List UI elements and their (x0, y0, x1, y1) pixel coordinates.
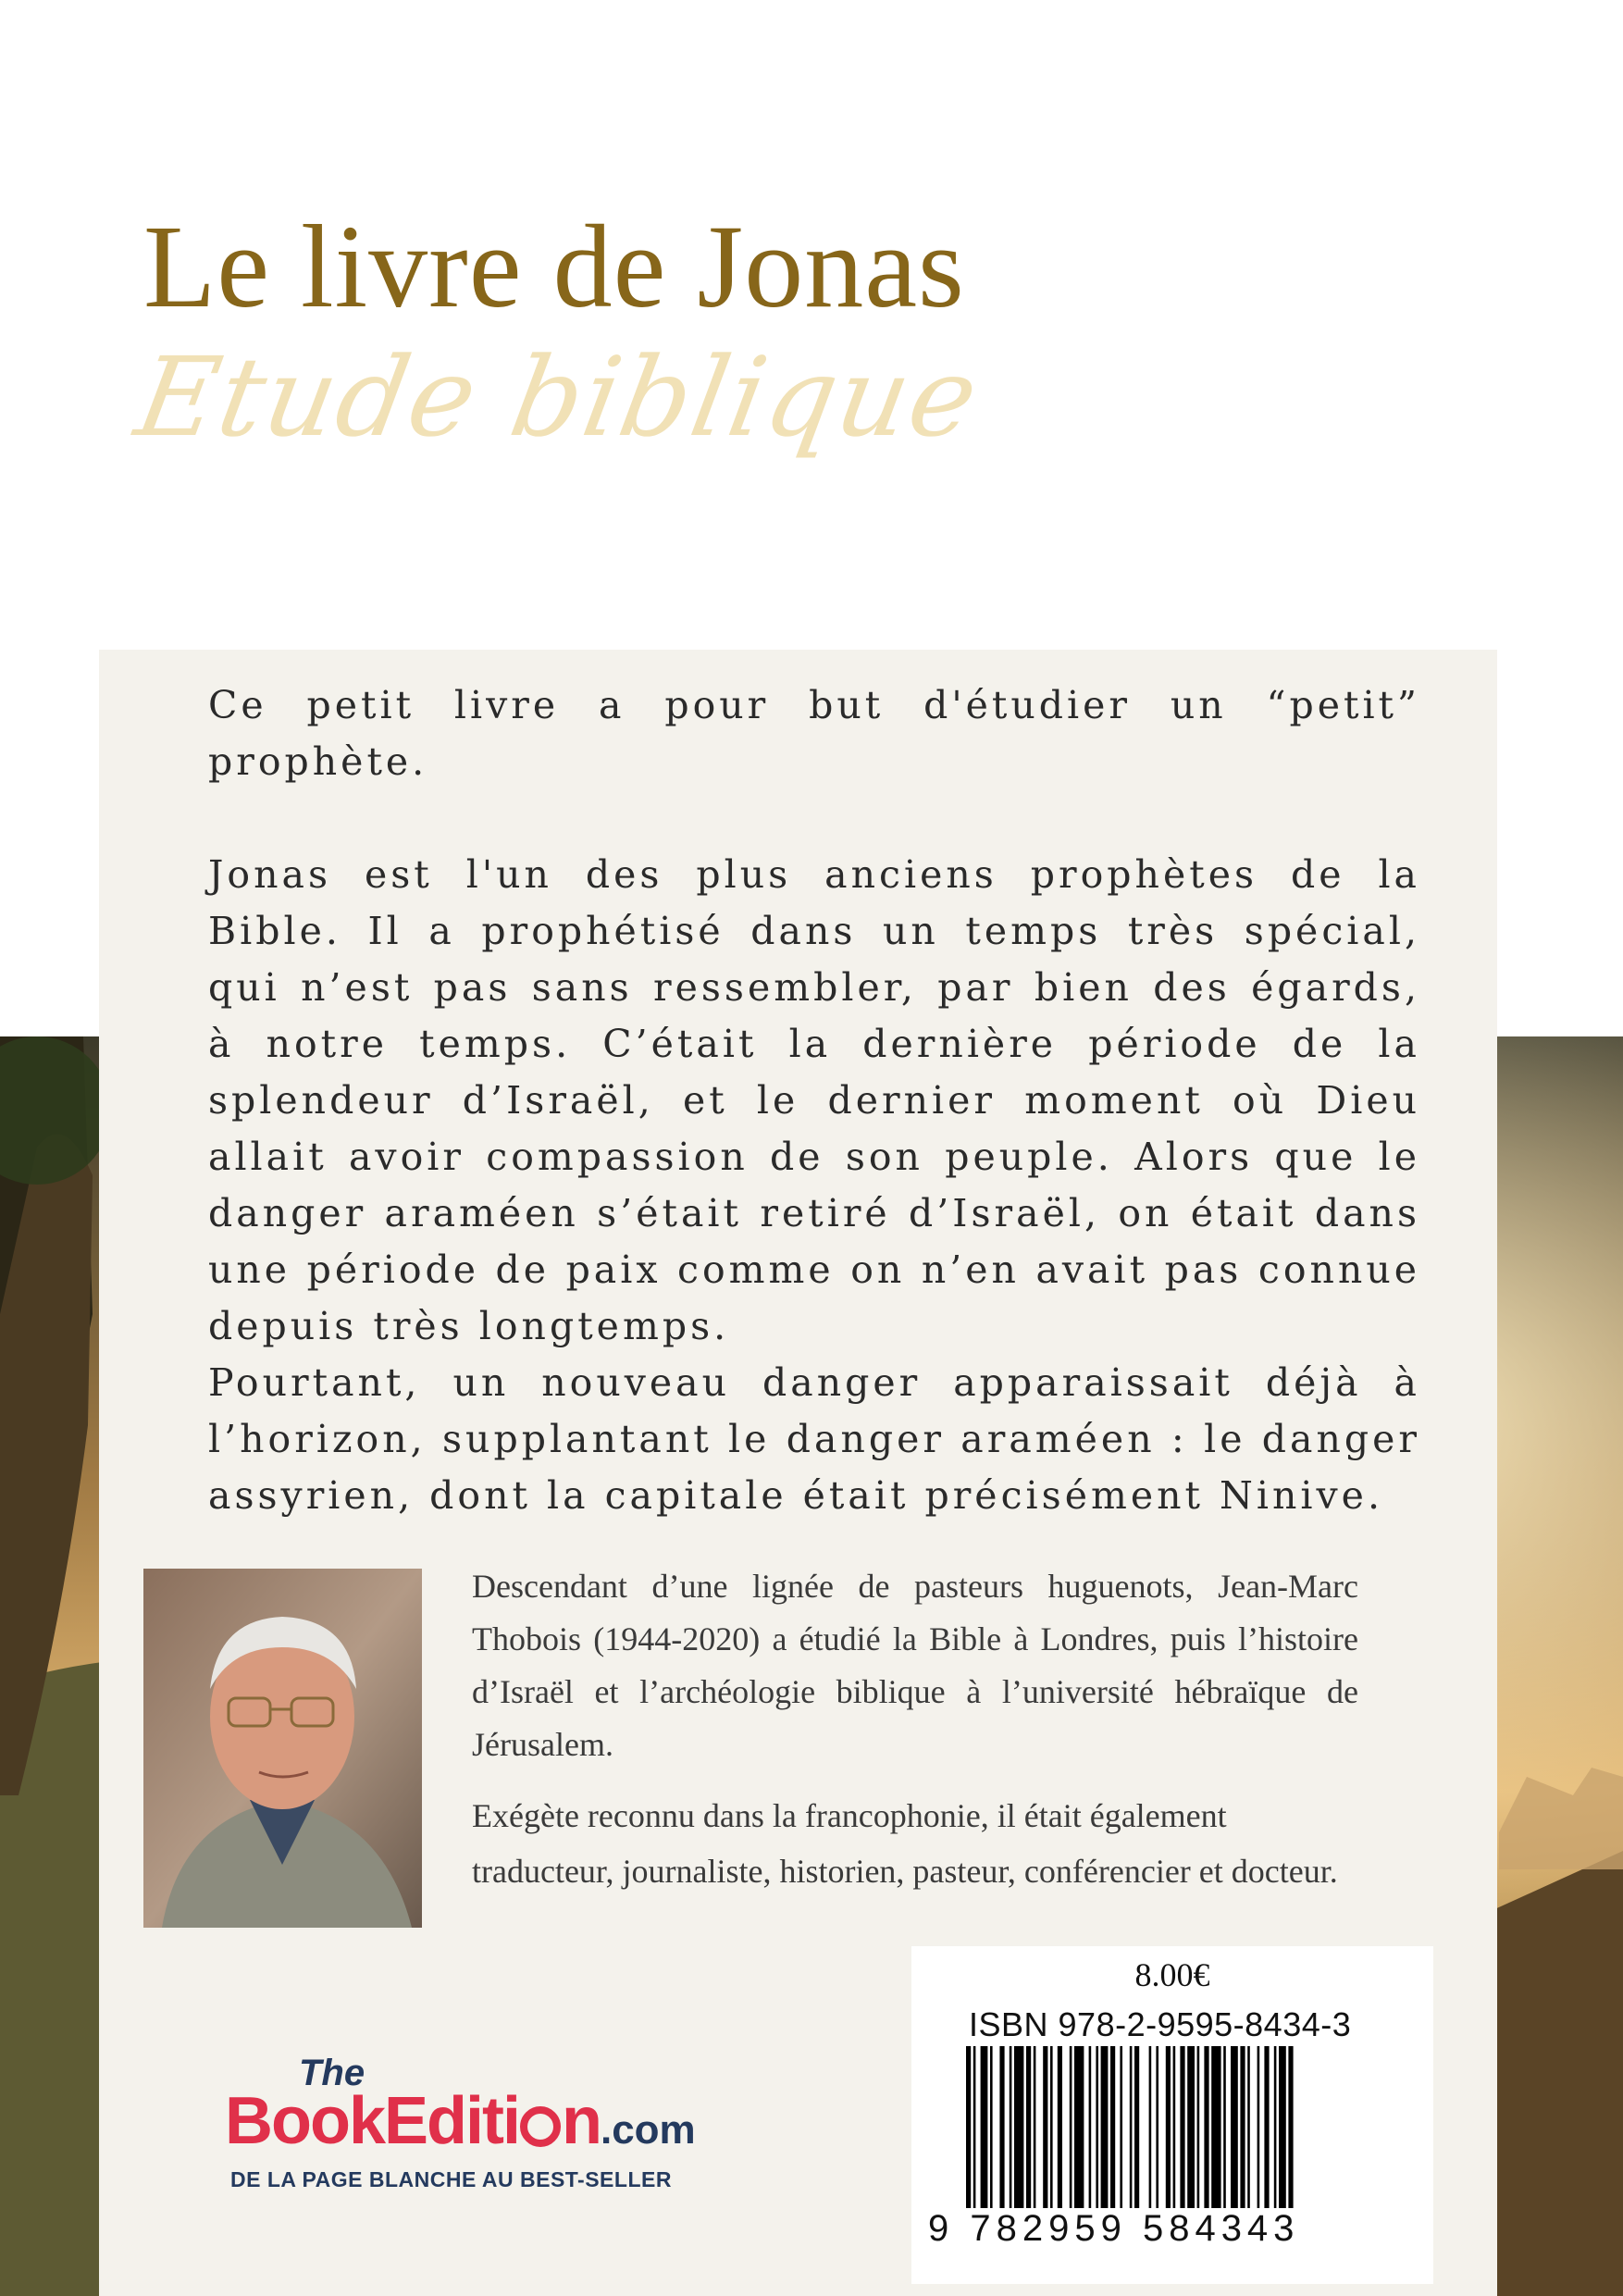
barcode-bar (1010, 2046, 1012, 2208)
barcode-bar (1120, 2046, 1122, 2208)
barcode-bar (1130, 2046, 1133, 2208)
barcode-bar (1096, 2046, 1098, 2208)
author-bio-paragraph-2: Exégète reconnu dans la francophonie, il était également traducteur, journaliste, historien, pasteur, conférencier et docteur. (472, 1797, 1338, 1890)
publisher-logo (225, 2054, 817, 2203)
barcode-bar (1240, 2046, 1245, 2208)
author-photo (143, 1569, 422, 1928)
barcode-bar (1070, 2046, 1072, 2208)
barcode-bar (1258, 2046, 1260, 2208)
author-bio (472, 1560, 1358, 1916)
barcode-bar (1274, 2046, 1277, 2208)
book-blurb (208, 677, 1420, 1524)
barcode-bar (1026, 2046, 1031, 2208)
ean-barcode (962, 2046, 1388, 2208)
barcode-bar (1204, 2046, 1208, 2208)
barcode-bar (1288, 2046, 1293, 2208)
barcode-bar (1231, 2046, 1238, 2208)
barcode-bar (1173, 2046, 1176, 2208)
barcode-bar (966, 2046, 971, 2208)
barcode-bar (1187, 2046, 1195, 2208)
barcode-bar (1180, 2046, 1184, 2208)
price: 8.00€ (1134, 1956, 1210, 1993)
logo-name-part-1: BookEditi (225, 2084, 519, 2158)
barcode-bar (1034, 2046, 1036, 2208)
barcode-bar (1089, 2046, 1092, 2208)
blurb-paragraph-1: Jonas est l'un des plus anciens prophètes de la Bible. Il a prophétisé dans un temps très spécial, qui n’est pas sans ressembler, par bien des égards, à notre temps. C’était la dernière période de la splendeur d’Israël, et le dernier moment où Dieu allait avoir compassion de son peuple. Alors que le danger araméen s’était retiré d’Israël, on était dans une période de paix comme on n’en avait pas connue depuis très longtemps. (208, 852, 1420, 1348)
barcode-bar (973, 2046, 976, 2208)
barcode-bar (1074, 2046, 1084, 2208)
barcode-bar (1043, 2046, 1047, 2208)
barcode-bar (981, 2046, 988, 2208)
barcode-bar (1223, 2046, 1226, 2208)
logo-domain: .com (600, 2107, 696, 2153)
barcode-bar (1050, 2046, 1053, 2208)
barcode-bar (1014, 2046, 1023, 2208)
isbn-label: ISBN 978-2-9595-8434-3 (969, 2005, 1352, 2043)
barcode-bar (1149, 2046, 1152, 2208)
barcode-bar (1211, 2046, 1220, 2208)
barcode-bar (1134, 2046, 1139, 2208)
barcode-bar (1101, 2046, 1109, 2208)
book-title: Le livre de Jonas (143, 201, 965, 332)
barcode-bar (1058, 2046, 1062, 2208)
logo-the-text: The (299, 2053, 365, 2093)
barcode-bar (1156, 2046, 1158, 2208)
barcode-bar (1279, 2046, 1286, 2208)
logo-name (225, 2084, 696, 2167)
logo-name-part-2: n (562, 2084, 601, 2158)
barcode-box (911, 1946, 1433, 2284)
ean-digits: 9 782959 584343 (928, 2208, 1300, 2249)
logo-tagline: DE LA PAGE BLANCHE AU BEST-SELLER (230, 2167, 672, 2191)
barcode-bar (1197, 2046, 1200, 2208)
barcode-bar (1110, 2046, 1115, 2208)
logo-feather-o-icon (520, 2106, 561, 2147)
barcode-bar (990, 2046, 993, 2208)
blurb-paragraph-2: Pourtant, un nouveau danger apparaissait déjà à l’horizon, supplantant le danger araméen : le danger assyrien, dont la capitale était précisément Ninive. (208, 1360, 1420, 1518)
barcode-bar (1264, 2046, 1269, 2208)
barcode-bar (999, 2046, 1004, 2208)
blurb-intro: Ce petit livre a pour but d'étudier un “petit” prophète. (208, 683, 1420, 784)
author-bio-paragraph-1: Descendant d’une lignée de pasteurs huguenots, Jean-Marc Thobois (1944-2020) a étudié la Bible à Londres, puis l’histoire d’Israël et l’archéologie biblique à l’université hébraïque de Jérusalem. (472, 1568, 1358, 1763)
book-subtitle: Etude biblique (127, 333, 989, 461)
barcode-bar (1166, 2046, 1171, 2208)
barcode-bar (1247, 2046, 1250, 2208)
